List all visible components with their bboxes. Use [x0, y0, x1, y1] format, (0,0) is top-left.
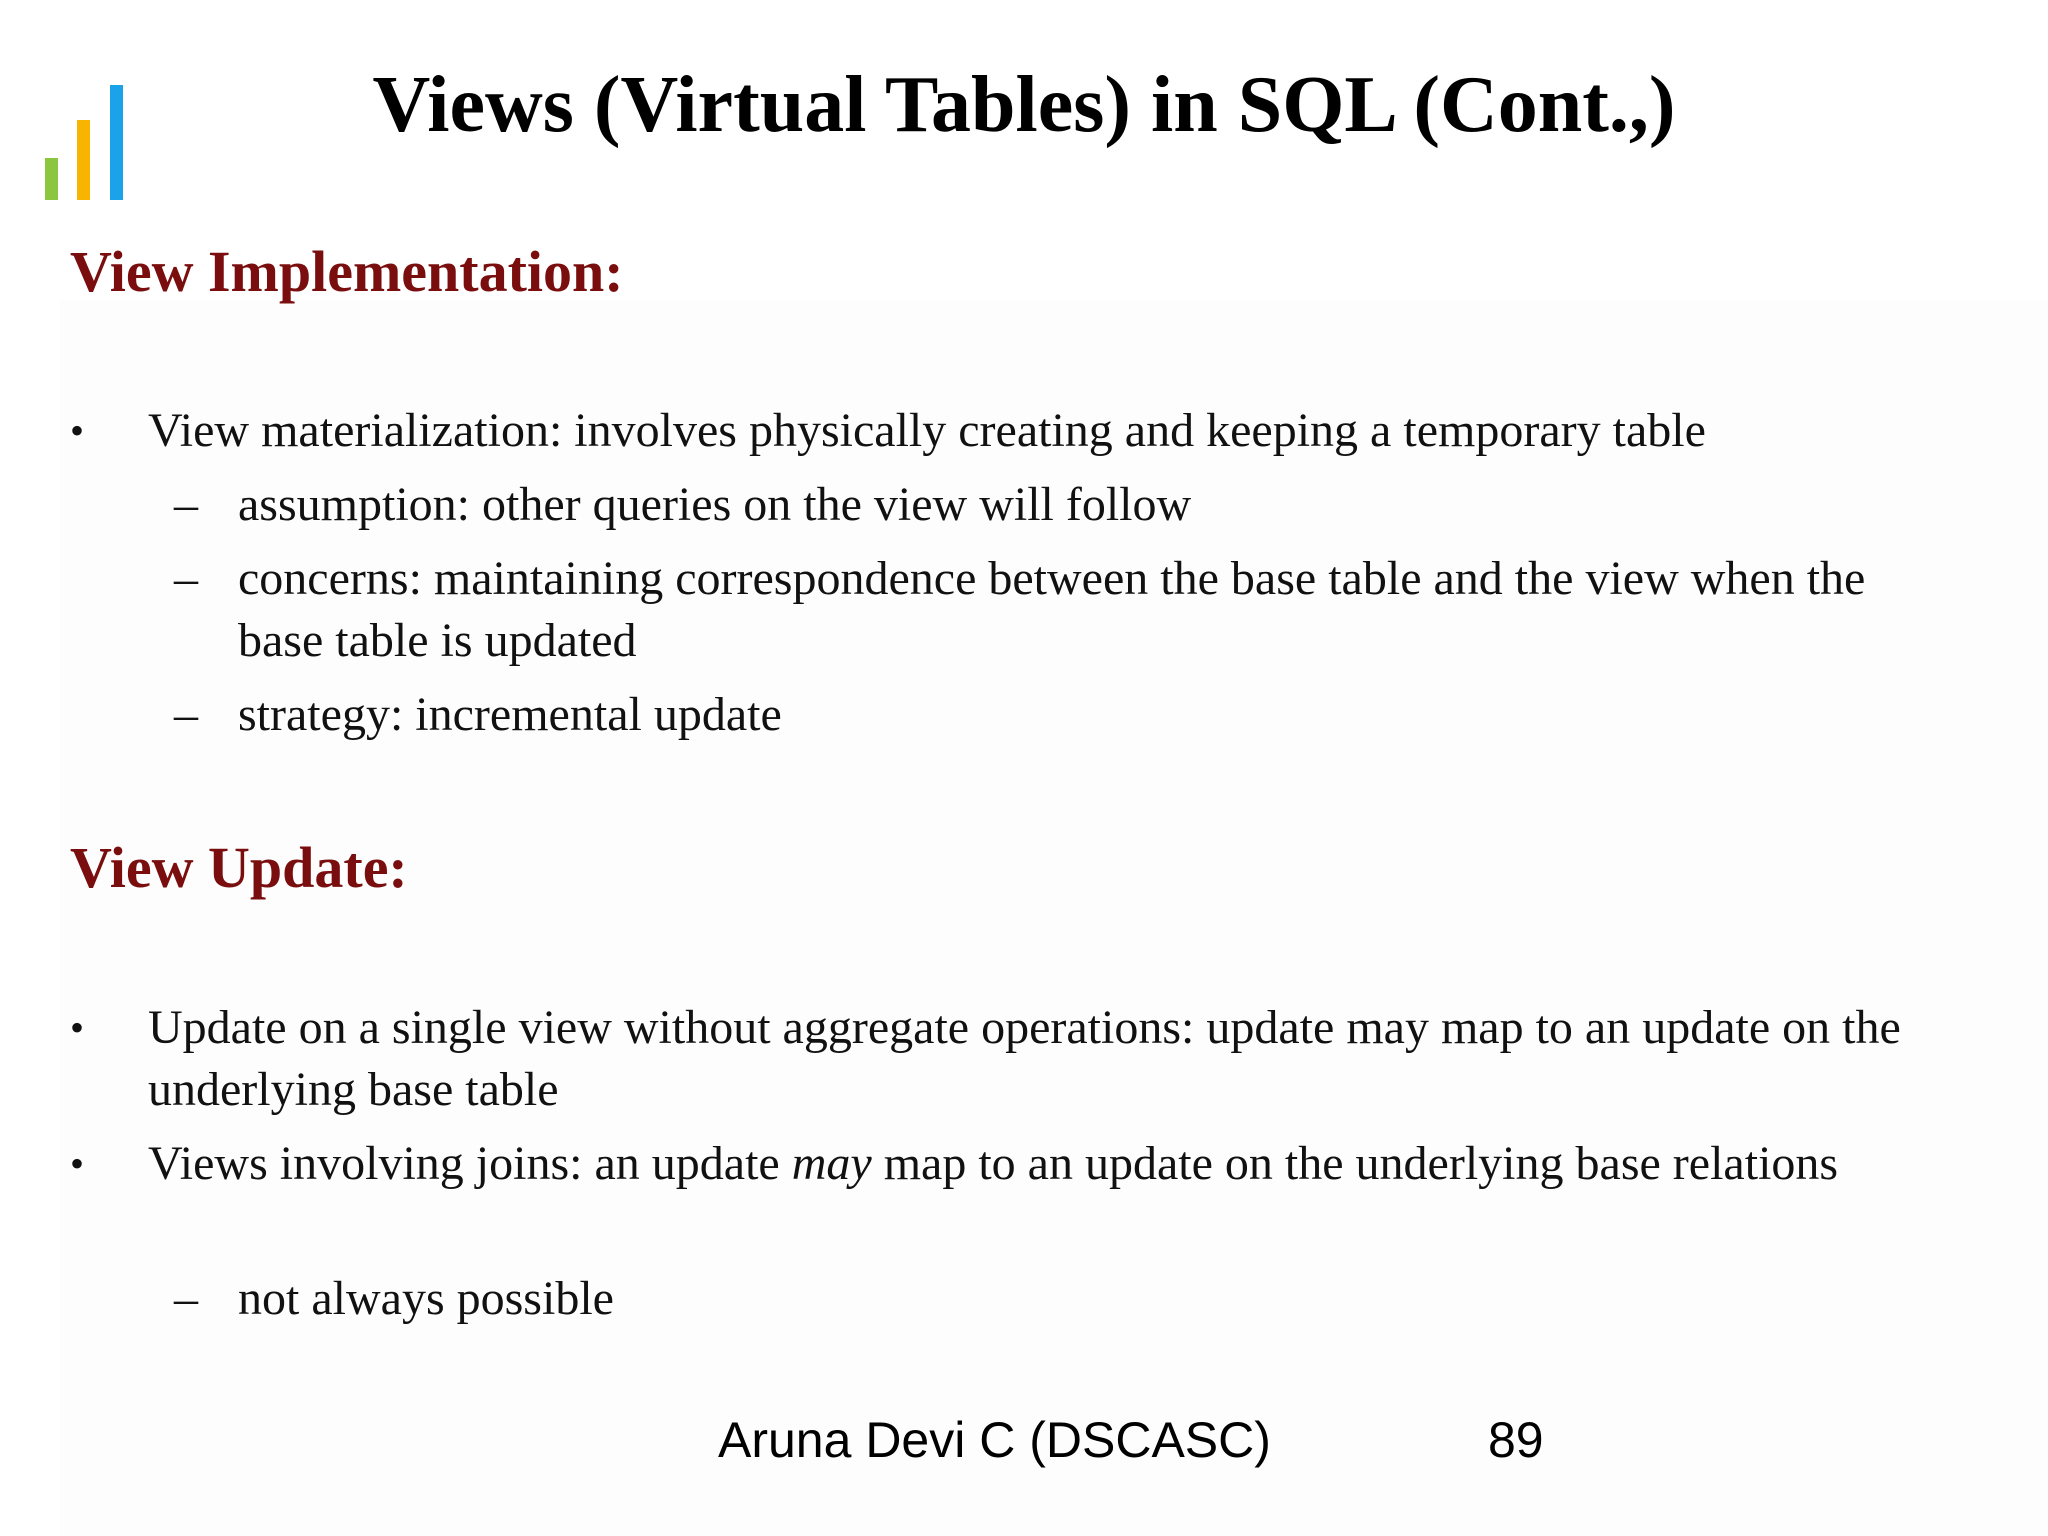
bullet-icon: •: [70, 408, 85, 453]
bullet-text-part: map to an update on the underlying base relations: [871, 1137, 1839, 1190]
dash-icon: –: [174, 688, 198, 741]
bullet-text-part: Views involving joins: an update: [148, 1137, 792, 1190]
emphasized-word: may: [791, 1137, 872, 1190]
bullet-icon: •: [70, 1005, 85, 1050]
section-heading-view-implementation: View Implementation:: [70, 239, 624, 304]
footer-author: Aruna Devi C (DSCASC): [718, 1412, 1271, 1468]
sub-bullet-text: strategy: incremental update: [238, 688, 782, 741]
sub-bullet-text: concerns: maintaining correspondence between the base table and the view when the base table is updated: [238, 552, 1866, 667]
bullet-text: View materialization: involves physically creating and keeping a temporary table: [148, 404, 1706, 457]
bullet-text: Update on a single view without aggregate operations: update may map to an update on the underlying base table: [148, 1001, 1901, 1116]
sub-bullet-text: assumption: other queries on the view will follow: [238, 478, 1192, 531]
slide-title: Views (Virtual Tables) in SQL (Cont.,): [372, 61, 1676, 149]
bullet-icon: •: [70, 1141, 85, 1186]
dash-icon: –: [174, 552, 198, 605]
page-number: 89: [1488, 1412, 1544, 1468]
bullet-text: [148, 1133, 1978, 1195]
section-heading-view-update: View Update:: [70, 835, 408, 900]
dash-icon: –: [174, 1272, 198, 1325]
logo-bar-green: [45, 158, 58, 200]
dash-icon: –: [174, 478, 198, 531]
sub-bullet-text: not always possible: [238, 1272, 614, 1325]
